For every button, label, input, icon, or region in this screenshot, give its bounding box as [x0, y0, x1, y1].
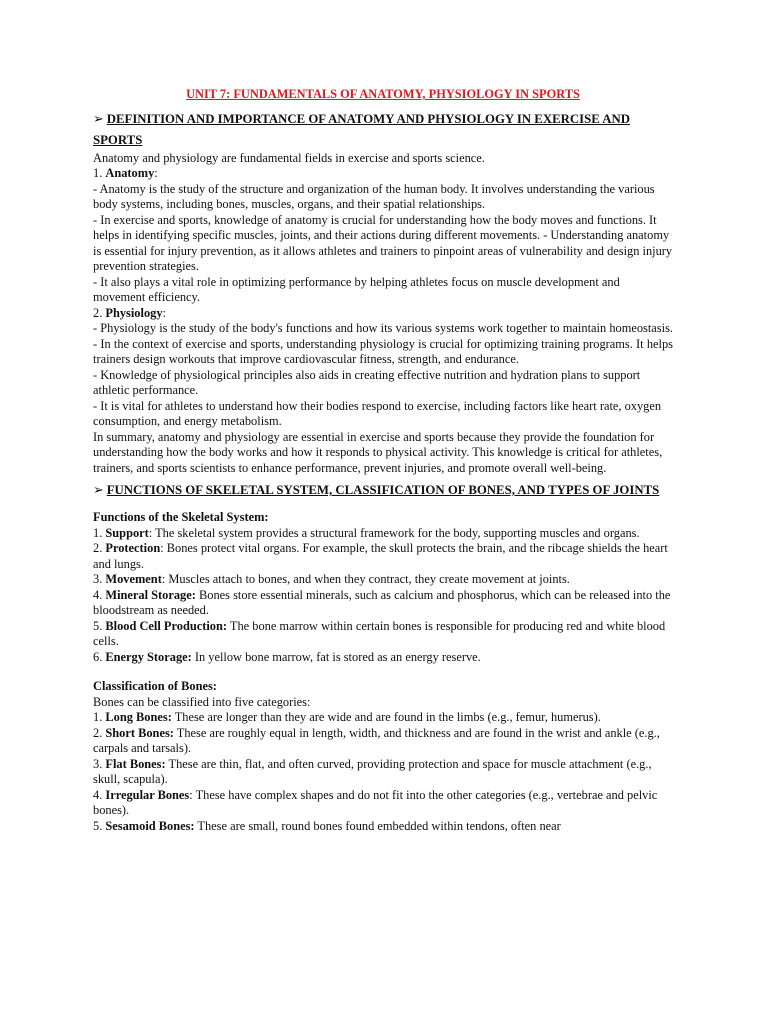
- section-heading-text: DEFINITION AND IMPORTANCE OF ANATOMY AND PHYSIOLOGY IN EXERCISE AND SPORTS: [93, 111, 630, 147]
- intro-paragraph: Anatomy and physiology are fundamental fields in exercise and sports science.: [93, 150, 485, 165]
- list-item: [93, 619, 673, 650]
- item-label: Movement: [105, 572, 162, 586]
- functions-title: Functions of the Skeletal System:: [93, 510, 269, 524]
- arrow-bullet-icon: ➢: [93, 483, 104, 497]
- list-item: [93, 650, 673, 666]
- physiology-label: Physiology: [105, 305, 163, 320]
- list-number: 1.: [93, 525, 106, 540]
- item-text: These are thin, flat, and often curved, providing protection and space for muscle attachment (e.g., skull, scapula).: [93, 756, 652, 786]
- item-text: : The skeletal system provides a structural framework for the body, supporting muscles and organs.: [148, 525, 640, 540]
- item-text: In yellow bone marrow, fat is stored as an energy reserve.: [191, 649, 481, 664]
- list-item: [93, 526, 673, 542]
- functions-list: [93, 526, 673, 666]
- item-text: These are longer than they are wide and are found in the limbs (e.g., femur, humerus).: [171, 710, 601, 724]
- list-item: [93, 819, 673, 835]
- list-number: 3.: [93, 572, 106, 586]
- item-label: Long Bones:: [105, 710, 172, 724]
- list-item: [93, 710, 673, 726]
- anatomy-label-line: [93, 166, 673, 182]
- list-number: 3.: [93, 756, 106, 771]
- list-number: 5.: [93, 618, 106, 633]
- list-number: 1.: [93, 166, 106, 180]
- list-number: 2.: [93, 305, 106, 320]
- item-text: These are small, round bones found embedded within tendons, often near: [194, 818, 561, 833]
- item-text: : Bones protect vital organs. For example, the skull protects the brain, and the ribcage shields the heart and lungs.: [93, 541, 668, 571]
- item-text: These are roughly equal in length, width, and thickness and are found in the wrist and ankle (e.g., carpals and tarsals).: [93, 725, 660, 755]
- physiology-paragraph-1: - Physiology is the study of the body's functions and how its various systems work together to maintain homeostasis. - In the context of exercise and sports, understanding physiology is crucial for optimizing training programs. It helps trainers design workouts that improve cardiovascular fitness, strength, and endurance.: [93, 321, 673, 366]
- physiology-paragraph-2: - Knowledge of physiological principles also aids in creating effective nutrition and hydration plans to support athletic performance.: [93, 367, 641, 397]
- arrow-bullet-icon: ➢: [93, 111, 104, 126]
- spacer: [93, 665, 673, 679]
- item-label: Short Bones:: [105, 725, 174, 740]
- item-label: Sesamoid Bones:: [105, 818, 195, 833]
- document-page: [93, 87, 673, 834]
- section-heading-skeletal: [93, 480, 673, 501]
- list-item: [93, 572, 673, 588]
- anatomy-label: Anatomy: [105, 166, 155, 180]
- anatomy-paragraph-2: - In exercise and sports, knowledge of anatomy is crucial for understanding how the body moves and functions. It helps in identifying specific muscles, joints, and their actions during different movements. - Understanding anatomy is essential for injury prevention, as it allows athletes and trainers to pinpoint areas of vulnerability and design injury prevention strategies.: [93, 212, 673, 273]
- list-number: 4.: [93, 587, 106, 602]
- item-label: Irregular Bones: [105, 787, 190, 802]
- list-number: 4.: [93, 787, 106, 802]
- item-label: Support: [105, 525, 149, 540]
- list-item: [93, 588, 673, 619]
- bones-list: [93, 710, 673, 834]
- item-text: : These have complex shapes and do not fit into the other categories (e.g., vertebrae and pelvic bones).: [93, 787, 658, 817]
- item-label: Energy Storage:: [105, 649, 192, 664]
- anatomy-paragraph-3: - It also plays a vital role in optimizing performance by helping athletes focus on muscle development and movement efficiency.: [93, 274, 620, 304]
- item-text: : Muscles attach to bones, and when they contract, they create movement at joints.: [161, 572, 570, 586]
- section-heading-text: FUNCTIONS OF SKELETAL SYSTEM, CLASSIFICATION OF BONES, AND TYPES OF JOINTS: [106, 483, 660, 497]
- list-number: 1.: [93, 710, 106, 724]
- item-label: Protection: [105, 541, 161, 555]
- item-text: Bones store essential minerals, such as calcium and phosphorus, which can be released into the bloodstream as needed.: [93, 587, 671, 617]
- list-number: 5.: [93, 818, 106, 833]
- physiology-paragraph-3: - It is vital for athletes to understand how their bodies respond to exercise, including factors like heart rate, oxygen consumption, and energy metabolism.: [93, 398, 662, 428]
- item-label: Flat Bones:: [105, 756, 166, 771]
- list-item: [93, 541, 673, 572]
- label-colon: :: [162, 305, 166, 320]
- item-text: The bone marrow within certain bones is responsible for producing red and white blood cells.: [93, 618, 666, 648]
- classification-title: Classification of Bones:: [93, 679, 217, 693]
- physiology-label-line: [93, 306, 673, 322]
- list-item: [93, 726, 673, 757]
- list-number: 2.: [93, 541, 106, 555]
- list-number: 2.: [93, 725, 106, 740]
- label-colon: :: [154, 166, 158, 180]
- unit-title: UNIT 7: FUNDAMENTALS OF ANATOMY, PHYSIOLOGY IN SPORTS: [186, 87, 580, 101]
- section-heading-anatomy-physiology: [93, 109, 673, 151]
- list-number: 6.: [93, 649, 106, 664]
- list-item: [93, 788, 673, 819]
- item-label: Blood Cell Production:: [105, 618, 228, 633]
- classification-intro: Bones can be classified into five categories:: [93, 694, 311, 709]
- anatomy-paragraph-1: - Anatomy is the study of the structure and organization of the human body. It involves understanding the various body systems, including bones, muscles, organs, and their spatial relationships.: [93, 181, 655, 211]
- item-label: Mineral Storage:: [105, 587, 196, 602]
- list-item: [93, 757, 673, 788]
- summary-paragraph: In summary, anatomy and physiology are essential in exercise and sports because they provide the foundation for understanding how the body works and how it responds to physical activity. This knowledge is critical for athletes, trainers, and sports scientists to enhance performance, prevent injuries, and promote overall well-being.: [93, 429, 663, 475]
